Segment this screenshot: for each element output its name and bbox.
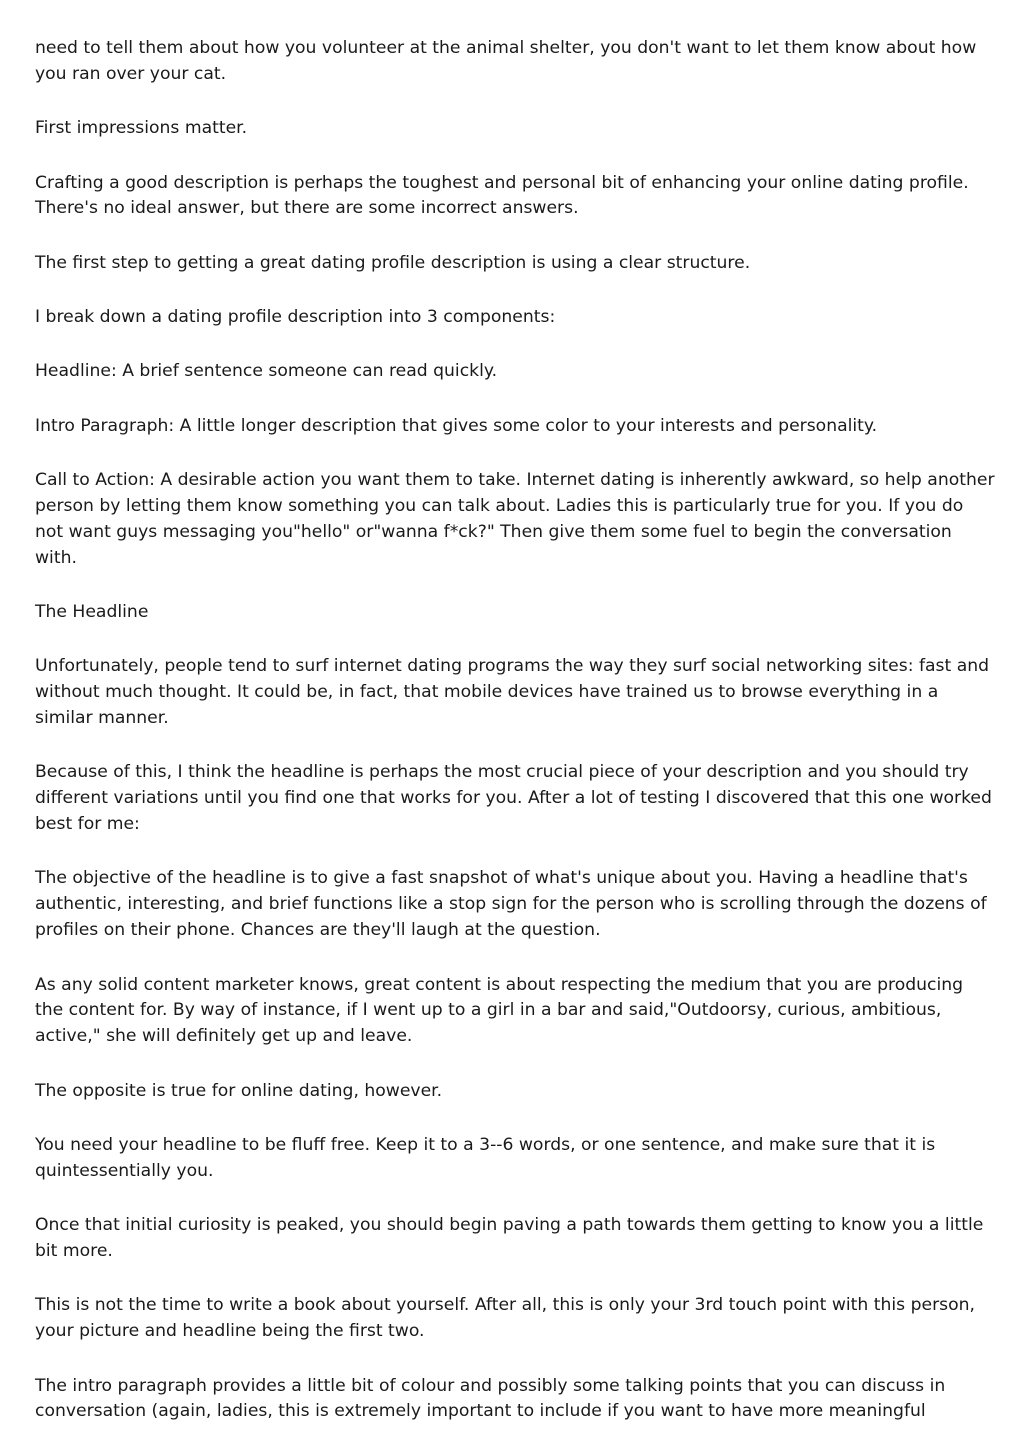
paragraph-fluff-free: You need your headline to be fluff free. Keep it to a 3--6 words, or one sentence, and make sure that it is quintessentially you. bbox=[35, 1134, 936, 1181]
paragraph-call-to-action: Call to Action: A desirable action you want them to take. Internet dating is inherently awkward, so help another person by letting them know something you can talk about. Ladies this is particularly true for you. If you do not want guys messaging you"hello" or"wanna f*ck?" Then give them some fuel to begin the conversation with. bbox=[35, 469, 995, 568]
paragraph-initial-curiosity: Once that initial curiosity is peaked, you should begin paving a path towards them getting to know you a little bit more. bbox=[35, 1215, 984, 1262]
paragraph-first-impressions: First impressions matter. bbox=[35, 118, 248, 139]
paragraph-intro-colour: The intro paragraph provides a little bit of colour and possibly some talking points that you can discuss in conversation (again, ladies, this is extremely important to include if you want to have more meaningful bbox=[35, 1375, 946, 1422]
paragraph-surfing-habits: Unfortunately, people tend to surf internet dating programs the way they surf social networking sites: fast and without much thought. It could be, in fact, that mobile devices have trained us to browse everything in a similar manner. bbox=[35, 656, 990, 729]
paragraph-headline-importance: Because of this, I think the headline is perhaps the most crucial piece of your description and you should try different variations until you find one that works for you. After a lot of testing I discovered that this one worked best for me: bbox=[35, 762, 992, 835]
paragraph-headline-definition: Headline: A brief sentence someone can read quickly. bbox=[35, 361, 498, 382]
paragraph-opposite-true: The opposite is true for online dating, however. bbox=[35, 1080, 443, 1101]
section-heading-the-headline: The Headline bbox=[35, 601, 149, 622]
paragraph-not-a-book: This is not the time to write a book about yourself. After all, this is only your 3rd touch point with this person, your picture and headline being the first two. bbox=[35, 1295, 975, 1342]
paragraph-animal-shelter: need to tell them about how you volunteer at the animal shelter, you don't want to let them know about how you ran over your cat. bbox=[35, 38, 977, 84]
paragraph-crafting-description: Crafting a good description is perhaps the toughest and personal bit of enhancing your online dating profile. There's no ideal answer, but there are some incorrect answers. bbox=[35, 172, 969, 219]
paragraph-content-marketer: As any solid content marketer knows, great content is about respecting the medium that you are producing the content for. By way of instance, if I went up to a girl in a bar and said,"Outdoorsy, curious, ambitious, active," she will definitely get up and leave. bbox=[35, 974, 964, 1047]
document-body bbox=[35, 36, 995, 1425]
paragraph-first-step: The first step to getting a great dating profile description is using a clear structure. bbox=[35, 252, 751, 273]
paragraph-intro-definition: Intro Paragraph: A little longer description that gives some color to your interests and personality. bbox=[35, 415, 878, 436]
paragraph-headline-objective: The objective of the headline is to give a fast snapshot of what's unique about you. Having a headline that's authentic, interesting, and brief functions like a stop sign for the person who is scrolling through the dozens of profiles on their phone. Chances are they'll laugh at the question. bbox=[35, 868, 987, 941]
paragraph-three-components: I break down a dating profile description into 3 components: bbox=[35, 307, 556, 327]
